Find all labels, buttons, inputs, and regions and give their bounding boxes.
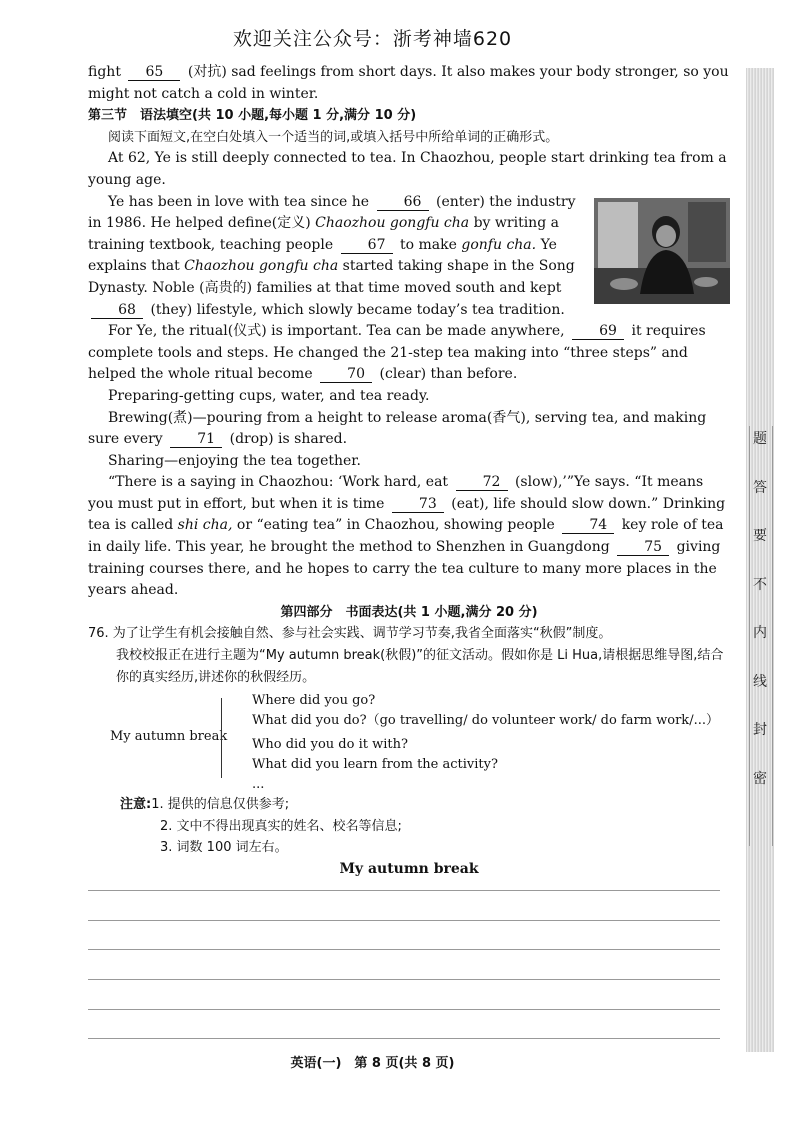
seal-char: 封: [753, 722, 767, 738]
blank-68: 68: [91, 303, 143, 319]
mind-map-brace: [221, 698, 232, 778]
seal-char: 要: [753, 528, 767, 544]
notes: [88, 794, 730, 859]
paragraph-top: fight 65 (对抗) sad feelings from short days. It also makes your body stronger, so you might not catch a cold in winter.: [88, 64, 729, 102]
banner-watermark: 欢迎关注公众号：浙考神墙620: [232, 28, 513, 50]
seal-char: 线: [753, 673, 767, 690]
passage-para-3: For Ye, the ritual(仪式) is important. Tea can be made anywhere, 69 it requires complete tools and steps. He changed the 21-step tea making into “three steps” and helped the whole ritual become 70 (clear) than before.: [88, 323, 706, 383]
blank-75: 75: [617, 540, 669, 556]
mind-map-item: What did you do?（go travelling/ do volunteer work/ do farm work/...）: [252, 713, 719, 729]
blank-70: 70: [320, 367, 372, 383]
writing-line[interactable]: [88, 1009, 720, 1010]
page-footer: 英语(一) 第 8 页(共 8 页): [290, 1056, 455, 1071]
tea-master-photo: [594, 198, 730, 304]
blank-65: 65: [128, 65, 180, 81]
blank-72: 72: [456, 475, 508, 491]
note-line-2: 2. 文中不得出现真实的姓名、校名等信息;: [160, 818, 402, 834]
passage-para-2: Ye has been in love with tea since he 66 (enter) the industry in 1986. He helped define(定义) Chaozhou gongfu cha by writing a training textbook, teaching people 67 to make gonfu cha. Ye explains that Chaozhou gongfu cha started taking shape in the Song Dynasty. Noble (高贵的) families at that time moved south and kept 68 (they) lifestyle, which slowly became today’s tea tradition.: [88, 193, 576, 318]
writing-lines[interactable]: [88, 890, 720, 1068]
blank-69: 69: [572, 324, 624, 340]
writing-line[interactable]: [88, 949, 720, 950]
blank-74: 74: [562, 518, 614, 534]
passage-para-7: “There is a saying in Chaozhou: ‘Work hard, eat 72 (slow),’”Ye says. “It means you must put in effort, but when it is time 73 (eat), life should slow down.” Drinking tea is called shi cha, or “eating tea” in Chaozhou, showing people 74 key role of tea in daily life. This year, he brought the method to Shenzhen in Guangdong 75 giving training courses there, and he hopes to carry the tea culture to many more places in the years ahead.: [88, 474, 726, 599]
blank-71: 71: [170, 432, 222, 448]
seal-char: 密: [753, 770, 767, 787]
note-line-1: 注意:1. 提供的信息仅供参考;: [120, 797, 290, 813]
mind-map-item: Where did you go?: [252, 693, 376, 709]
blank-73: 73: [392, 497, 444, 513]
part4-heading: 第四部分 书面表达(共 1 小题,满分 20 分): [280, 604, 538, 620]
passage-para-6: Sharing—enjoying the tea together.: [108, 452, 361, 469]
seal-char: 答: [753, 479, 767, 496]
mind-map-item: Who did you do it with?: [252, 737, 408, 753]
question-76-line2: 我校校报正在进行主题为“My autumn break(秋假)”的征文活动。假如你是 Li Hua,请根据思维导图,结合你的真实经历,讲述你的秋假经历。: [116, 648, 724, 685]
writing-line[interactable]: [88, 920, 720, 921]
blank-67: 67: [341, 238, 393, 254]
passage-para-1: At 62, Ye is still deeply connected to tea. In Chaozhou, people start drinking tea from a young age.: [88, 150, 727, 188]
seal-char: 内: [753, 625, 767, 641]
writing-line[interactable]: [88, 1038, 720, 1039]
question-76-line1: 76. 为了让学生有机会接触自然、参与社会实践、调节学习节奏,我省全面落实“秋假”制度。: [88, 626, 612, 642]
section3-heading: 第三节 语法填空(共 10 小题,每小题 1 分,满分 10 分): [88, 108, 417, 124]
seal-char: 不: [753, 576, 767, 593]
binding-margin: [746, 68, 774, 1052]
seal-char: 题: [753, 431, 767, 447]
seal-line-text: [746, 428, 774, 816]
blank-66: 66: [377, 195, 429, 211]
mind-map: [88, 690, 730, 793]
exam-content: [88, 62, 730, 881]
writing-line[interactable]: [88, 890, 720, 891]
mind-map-item: What did you learn from the activity?: [252, 757, 498, 773]
passage-para-4: Preparing-getting cups, water, and tea ready.: [108, 387, 430, 404]
essay-title: My autumn break: [339, 861, 479, 877]
writing-line[interactable]: [88, 979, 720, 980]
section3-instruction: 阅读下面短文,在空白处填入一个适当的词,或填入括号中所给单词的正确形式。: [108, 129, 559, 145]
note-line-3: 3. 词数 100 词左右。: [160, 840, 288, 856]
passage-para-5: Brewing(煮)—pouring from a height to release aroma(香气), serving tea, and making sure every 71 (drop) is shared.: [88, 409, 707, 448]
mind-map-root: My autumn break: [110, 729, 228, 745]
mind-map-item: ...: [252, 777, 265, 793]
